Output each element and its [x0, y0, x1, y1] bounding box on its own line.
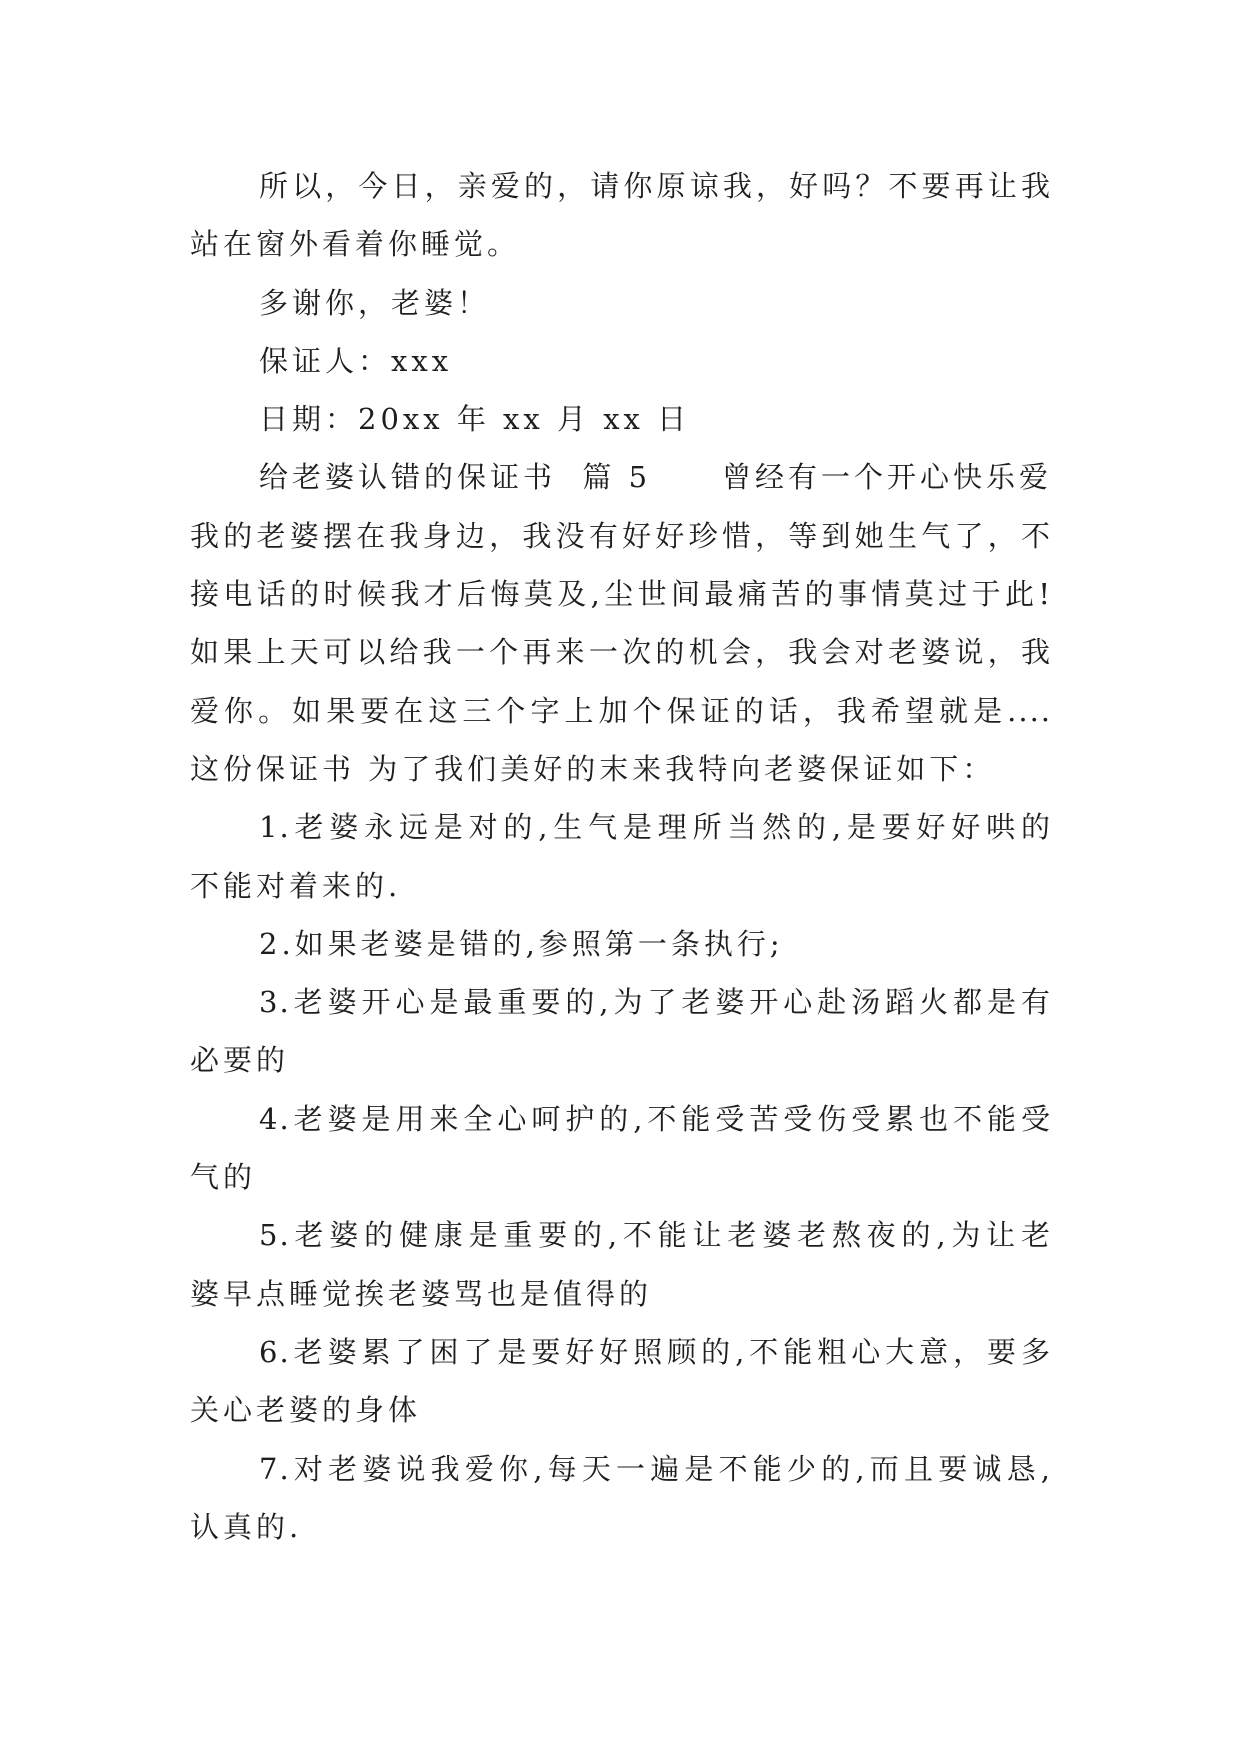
list-item-line: 气的 [190, 1160, 257, 1195]
list-item-line: 2.如果老婆是错的,参照第一条执行; [259, 926, 784, 961]
list-item-line: 1.老婆永远是对的,生气是理所当然的,是要好好哄的 [259, 810, 1052, 845]
list-item-line: 4.老婆是用来全心呵护的,不能受苦受伤受累也不能受 [259, 1101, 1052, 1136]
guarantor-line: 保证人：xxx [259, 343, 453, 378]
intro-line: 曾经有一个开心快乐爱 [721, 460, 1052, 495]
closing-paragraph-line: 所以，今日，亲爱的，请你原谅我，好吗？不要再让我 [259, 169, 1052, 203]
section-title-line [190, 448, 1052, 506]
thanks-line: 多谢你，老婆！ [259, 285, 491, 320]
list-item-line: 5.老婆的健康是重要的,不能让老婆老熬夜的,为让老 [259, 1218, 1052, 1253]
list-item-line: 婆早点睡觉挨老婆骂也是值得的 [190, 1276, 653, 1311]
date-line: 日期：20xx 年 xx 月 xx 日 [259, 402, 691, 437]
list-item-line: 3.老婆开心是最重要的,为了老婆开心赴汤蹈火都是有 [259, 985, 1052, 1020]
list-item-line: 必要的 [190, 1043, 290, 1078]
intro-line: 我的老婆摆在我身边，我没有好好珍惜，等到她生气了，不 [190, 518, 1052, 553]
list-item-line: 认真的. [190, 1509, 303, 1544]
list-item-line: 不能对着来的. [190, 868, 402, 903]
document-body [190, 157, 1052, 1556]
intro-line: 如果上天可以给我一个再来一次的机会，我会对老婆说，我 [190, 635, 1052, 670]
list-item-line: 关心老婆的身体 [190, 1393, 422, 1428]
list-item-line: 7.对老婆说我爱你,每天一遍是不能少的,而且要诚恳, [259, 1451, 1052, 1486]
list-item-line: 6.老婆累了困了是要好好照顾的,不能粗心大意，要多 [259, 1334, 1052, 1369]
closing-paragraph-line: 站在窗外看着你睡觉。 [190, 227, 521, 262]
intro-line: 爱你。如果要在这三个字上加个保证的话，我希望就是.... [190, 693, 1052, 728]
section-title: 给老婆认错的保证书 篇 5 [259, 460, 652, 495]
intro-line: 这份保证书 为了我们美好的末来我特向老婆保证如下： [190, 751, 996, 786]
intro-line: 接电话的时候我才后悔莫及,尘世间最痛苦的事情莫过于此! [190, 577, 1052, 612]
